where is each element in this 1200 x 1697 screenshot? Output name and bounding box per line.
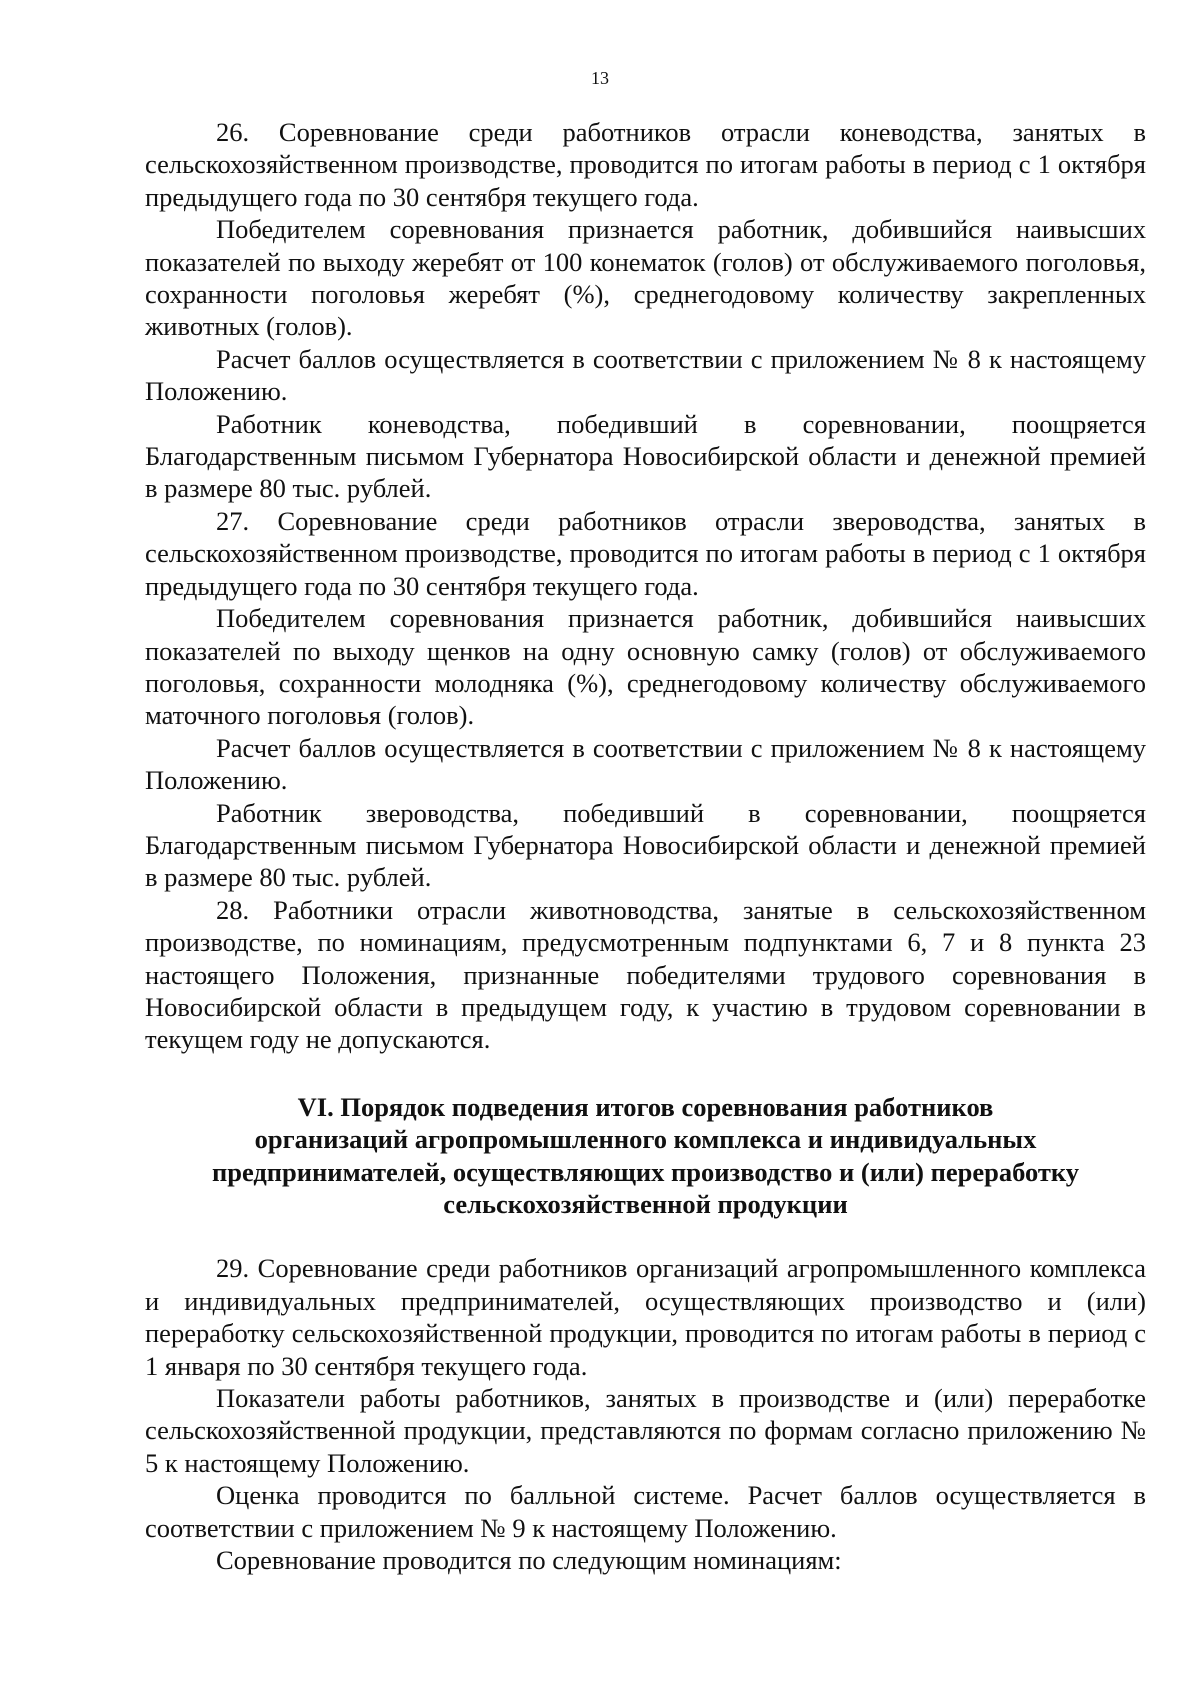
paragraph-28: 28. Работники отрасли животноводства, занятые в сельскохозяйственном производстве, по номинациям, предусмотренным подпунктами 6, 7 и 8 пункта 23 настоящего Положения, признанные победителями трудового соревнования в Новосибирской области в предыдущем году, к участию в трудовом соревновании в текущем году не допускаются.: [145, 894, 1146, 1055]
paragraph-29-scoring: Оценка проводится по балльной системе. Расчет баллов осуществляется в соответствии с приложением № 9 к настоящему Положению.: [145, 1480, 1146, 1543]
paragraph-26: 26. Соревнование среди работников отрасли коневодства, занятых в сельскохозяйственном производстве, проводится по итогам работы в период с 1 октября предыдущего года по 30 сентября текущего года.: [145, 117, 1146, 212]
paragraph-29-nominations: Соревнование проводится по следующим номинациям:: [216, 1545, 842, 1576]
paragraph-29-indicators: Показатели работы работников, занятых в производстве и (или) переработке сельскохозяйственной продукции, представляются по формам согласно приложению № 5 к настоящему Положению.: [145, 1383, 1146, 1478]
paragraph-27: 27. Соревнование среди работников отрасли звероводства, занятых в сельскохозяйственном производстве, проводится по итогам работы в период с 1 октября предыдущего года по 30 сентября текущего года.: [145, 505, 1146, 601]
section-heading-line: организаций агропромышленного комплекса и индивидуальных: [254, 1124, 1037, 1155]
section-heading-line: предпринимателей, осуществляющих производство и (или) переработку: [211, 1156, 1080, 1187]
paragraph-27-scoring: Расчет баллов осуществляется в соответствии с приложением № 8 к настоящему Положению.: [145, 732, 1146, 796]
page-number: 13: [591, 68, 609, 88]
paragraph-29: 29. Соревнование среди работников организаций агропромышленного комплекса и индивидуальных предпринимателей, осуществляющих производство и (или) переработку сельскохозяйственной продукции, проводится по итогам работы в период с 1 января по 30 сентября текущего года.: [145, 1253, 1146, 1381]
paragraph-26-reward: Работник коневодства, победивший в соревновании, поощряется Благодарственным письмом Губернатора Новосибирской области и денежной премией в размере 80 тыс. рублей.: [145, 408, 1146, 504]
section-heading-vi: [145, 1091, 1146, 1221]
section-heading-line: сельскохозяйственной продукции: [443, 1189, 848, 1219]
paragraph-27-reward: Работник звероводства, победивший в соревновании, поощряется Благодарственным письмом Губернатора Новосибирской области и денежной премией в размере 80 тыс. рублей.: [145, 797, 1146, 893]
document-body: [145, 116, 1146, 1576]
spacer: [145, 1220, 1146, 1252]
section-heading-line: VI. Порядок подведения итогов соревнования работников: [297, 1091, 994, 1122]
paragraph-27-winner: Победителем соревнования признается работник, добившийся наивысших показателей по выходу щенков на одну основную самку (голов) от обслуживаемого поголовья, сохранности молодняка (%), среднегодовому количеству обслуживаемого маточного поголовья (голов).: [145, 603, 1146, 731]
paragraph-26-winner: Победителем соревнования признается работник, добившийся наивысших показателей по выходу жеребят от 100 конематок (голов) от обслуживаемого поголовья, сохранности поголовья жеребят (%), среднегодовому количеству закрепленных животных (голов).: [145, 214, 1146, 342]
paragraph-26-scoring: Расчет баллов осуществляется в соответствии с приложением № 8 к настоящему Положению.: [145, 343, 1146, 407]
